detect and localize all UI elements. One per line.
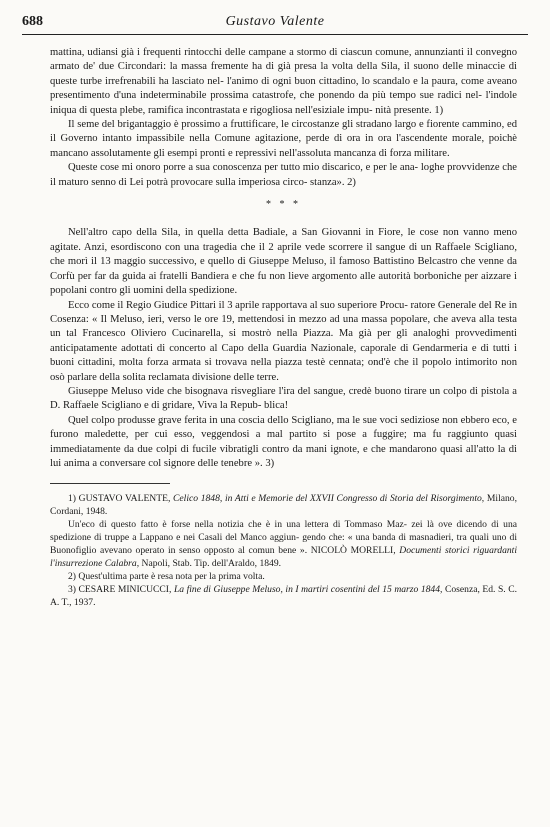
paragraph-2: Il seme del brigantaggio è prossimo a fruttificare, le circostanze gli stradano largo e fiorente cammino, ed il Governo intanto impassibile nella Comune agitazione, perde di ora in ora l'ascendente morale, poichè mancano assolutamente gli esempi pronti e repressivi nell'assoluta mancanza di forza militare. bbox=[50, 119, 517, 159]
footnote-1-title: Celico 1848, in Atti e Memorie del XXVII Congresso di Storia del Risorgimento, bbox=[173, 493, 485, 505]
footnote-2-marker: 2) bbox=[68, 571, 76, 583]
footnote-1b bbox=[50, 518, 517, 570]
footnote-3-title: La fine di Giuseppe Meluso, in I martiri cosentini del 15 marzo 1844, bbox=[173, 584, 443, 596]
paragraph-4: Nell'altro capo della Sila, in quella detta Badiale, a San Giovanni in Fiore, le cose non vanno meno agitate. Anzi, esordiscono con una tragedia che il 2 aprile vede scorrere il sangue di un Raffaele Scigliano, che morì il 13 maggio successivo, e quello di Giuseppe Meluso, il famoso Battistino Belcastro che venne da Corfù per far da guida ai fratelli Bandiera e che fu non lieve argomento alle autorità borboniche per aizzare i popolani contro gli uomini della spedizione. bbox=[50, 227, 517, 297]
footnote-3-author: CESARE MINICUCCI, bbox=[78, 584, 172, 596]
footnote-1b-publisher: Napoli, Stab. Tip. dell'Araldo, 1849. bbox=[141, 558, 282, 570]
footnote-1-marker: 1) bbox=[68, 493, 76, 505]
paragraph-5: Ecco come il Regio Giudice Pittari il 3 aprile rapportava al suo superiore Procu- ratore Generale del Re in Cosenza: « Il Meluso, ieri, verso le ore 19, mettendosi in mezzo ad una massa popolare, che aveva alla testa un tal Francesco Oliviero Cucinarella, si mostrò nella Piazza. Ma già per gli analoghi provvedimenti anticipatamente adottati di concerto al Capo della Guardia Nazionale, caporale di Gendarmeria e di tutti i buoni cittadini, molta forza armata si trovava nella piazza testè cennata; ond'è che il popolo intimorito non osò parlare della solita reclamata divisione delle terre. bbox=[50, 299, 517, 383]
footnote-1b-text: Un'eco di questo fatto è forse nella notizia che è in una lettera di Tommaso Maz- zei là ove dicendo di una spedizione di truppe a Lappano e nei Casali del Manco aggiun- gendo che: « una banda di masnadieri, tra quali uno di Buonofiglio avevano operato in senso opposto al comun bene ». NICOLÒ MORELLI, bbox=[50, 519, 517, 557]
page-number: 688 bbox=[22, 14, 43, 29]
footnote-rule bbox=[50, 483, 170, 484]
main-text bbox=[50, 46, 517, 609]
footnote-2 bbox=[50, 570, 517, 583]
footnote-1b-title: Documenti storici riguardanti l'insurrezione Calabra, bbox=[50, 545, 517, 570]
paragraph-6: Giuseppe Meluso vide che bisognava risvegliare l'ira del sangue, credè buono tirare un colpo di pistola a D. Raffaele Scigliano e di gridare, Viva la Repub- blica! bbox=[50, 385, 517, 412]
footnote-3 bbox=[50, 583, 517, 609]
page-header bbox=[22, 12, 528, 35]
paragraph-3: Queste cose mi onoro porre a sua conoscenza per tutto mio discarico, e per le ana- loghe provvidenze che il maturo senno di Lei potrà provocare sulla imperiosa circo- stanza». 2) bbox=[50, 162, 517, 188]
paragraph-7: Quel colpo produsse grave ferita in una coscia dello Scigliano, ma le sue voci sediziose non ebbero eco, e furono maledette, per cui esso, veggendosi a mal partito si pose a fuggire; ma fu raggiunto quasi immediatamente da due colpi di fucile vibratigli contro da mani ignote, e che mandarono quasi all'atto la di lui anima a conversare col signore delle tenebre ». 3) bbox=[50, 414, 517, 469]
running-title: Gustavo Valente bbox=[225, 14, 325, 29]
footnote-3-publisher: Cosenza, Ed. S. C. A. T., 1937. bbox=[50, 584, 518, 609]
footnote-3-marker: 3) bbox=[68, 584, 76, 596]
footnote-2-text: Quest'ultima parte è resa nota per la prima volta. bbox=[78, 571, 265, 583]
footnote-1-author: GUSTAVO VALENTE, bbox=[78, 493, 171, 505]
footnote-1 bbox=[50, 492, 517, 518]
section-divider: * * * bbox=[266, 199, 301, 211]
footnote-1-publisher: Milano, Cordani, 1948. bbox=[50, 493, 517, 518]
paragraph-1: mattina, udiansi già i frequenti rintocchi delle campane a stormo di ciascun comune, annunzianti il convegno armato de' due Circondari: la massa fremente ha di già presa la volta della Sila, il suono delle minaccie di queste turbe irrefrenabili ha lasciato nel- l'animo di ogni buon cittadino, lo scandalo e la paura, come aveano presentimento d'una indeterminabile prossima catastrofe, che ponendo da più tempo sue radici nel- l'indole iniqua di questa plebe, ramifica incontrastata e rigogliosa nell'esiziale impu- nità presente. 1) bbox=[50, 47, 517, 116]
